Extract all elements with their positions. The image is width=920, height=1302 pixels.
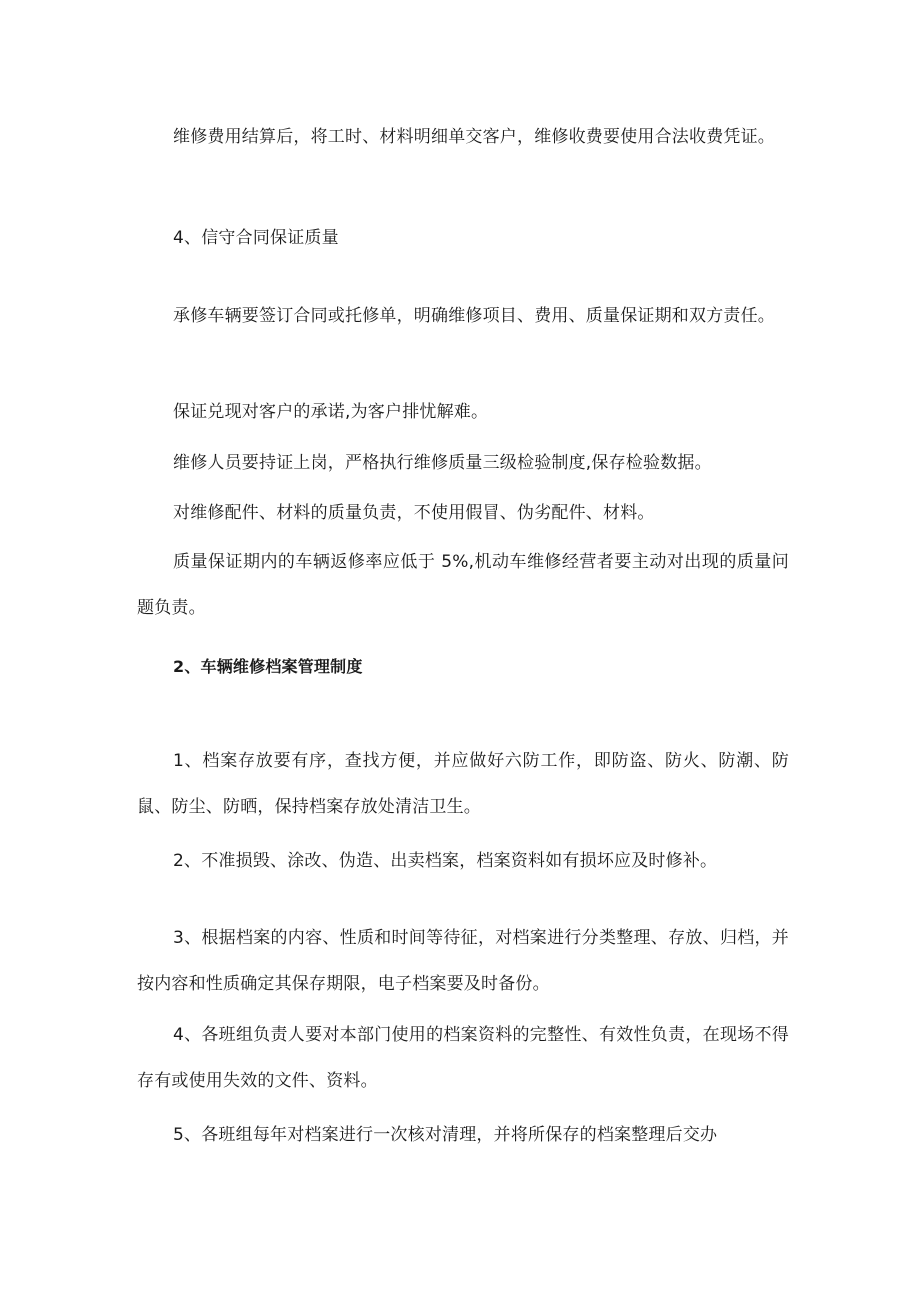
paragraph-promise: 保证兑现对客户的承诺,为客户排忧解难。 bbox=[173, 402, 489, 422]
archive-rule-4: 4、各班组负责人要对本部门使用的档案资料的完整性、有效性负责，在现场不得存有或使用失效的文件、资料。 bbox=[137, 1025, 789, 1091]
archive-rule-3: 3、根据档案的内容、性质和时间等待征，对档案进行分类整理、存放、归档，并按内容和性质确定其保存期限，电子档案要及时备份。 bbox=[137, 928, 789, 994]
paragraph-parts-quality: 对维修配件、材料的质量负责，不使用假冒、伪劣配件、材料。 bbox=[173, 503, 655, 523]
archive-rule-2: 2、不准损毁、涂改、伪造、出卖档案，档案资料如有损坏应及时修补。 bbox=[173, 851, 718, 871]
archive-rule-1: 1、档案存放要有序，查找方便，并应做好六防工作，即防盗、防火、防潮、防鼠、防尘、防晒，保持档案存放处清洁卫生。 bbox=[137, 751, 789, 817]
paragraph-settlement: 维修费用结算后，将工时、材料明细单交客户，维修收费要使用合法收费凭证。 bbox=[173, 127, 775, 147]
heading-contract-quality: 4、信守合同保证质量 bbox=[173, 228, 339, 248]
paragraph-rework-rate: 质量保证期内的车辆返修率应低于 5%,机动车维修经营者要主动对出现的质量问题负责。 bbox=[137, 552, 789, 618]
paragraph-certified-staff: 维修人员要持证上岗，严格执行维修质量三级检验制度,保存检验数据。 bbox=[173, 453, 712, 473]
archive-rule-5: 5、各班组每年对档案进行一次核对清理，并将所保存的档案整理后交办 bbox=[173, 1125, 718, 1145]
paragraph-contract: 承修车辆要签订合同或托修单，明确维修项目、费用、质量保证期和双方责任。 bbox=[173, 306, 775, 326]
section-heading-archive: 2、车辆维修档案管理制度 bbox=[173, 657, 363, 676]
